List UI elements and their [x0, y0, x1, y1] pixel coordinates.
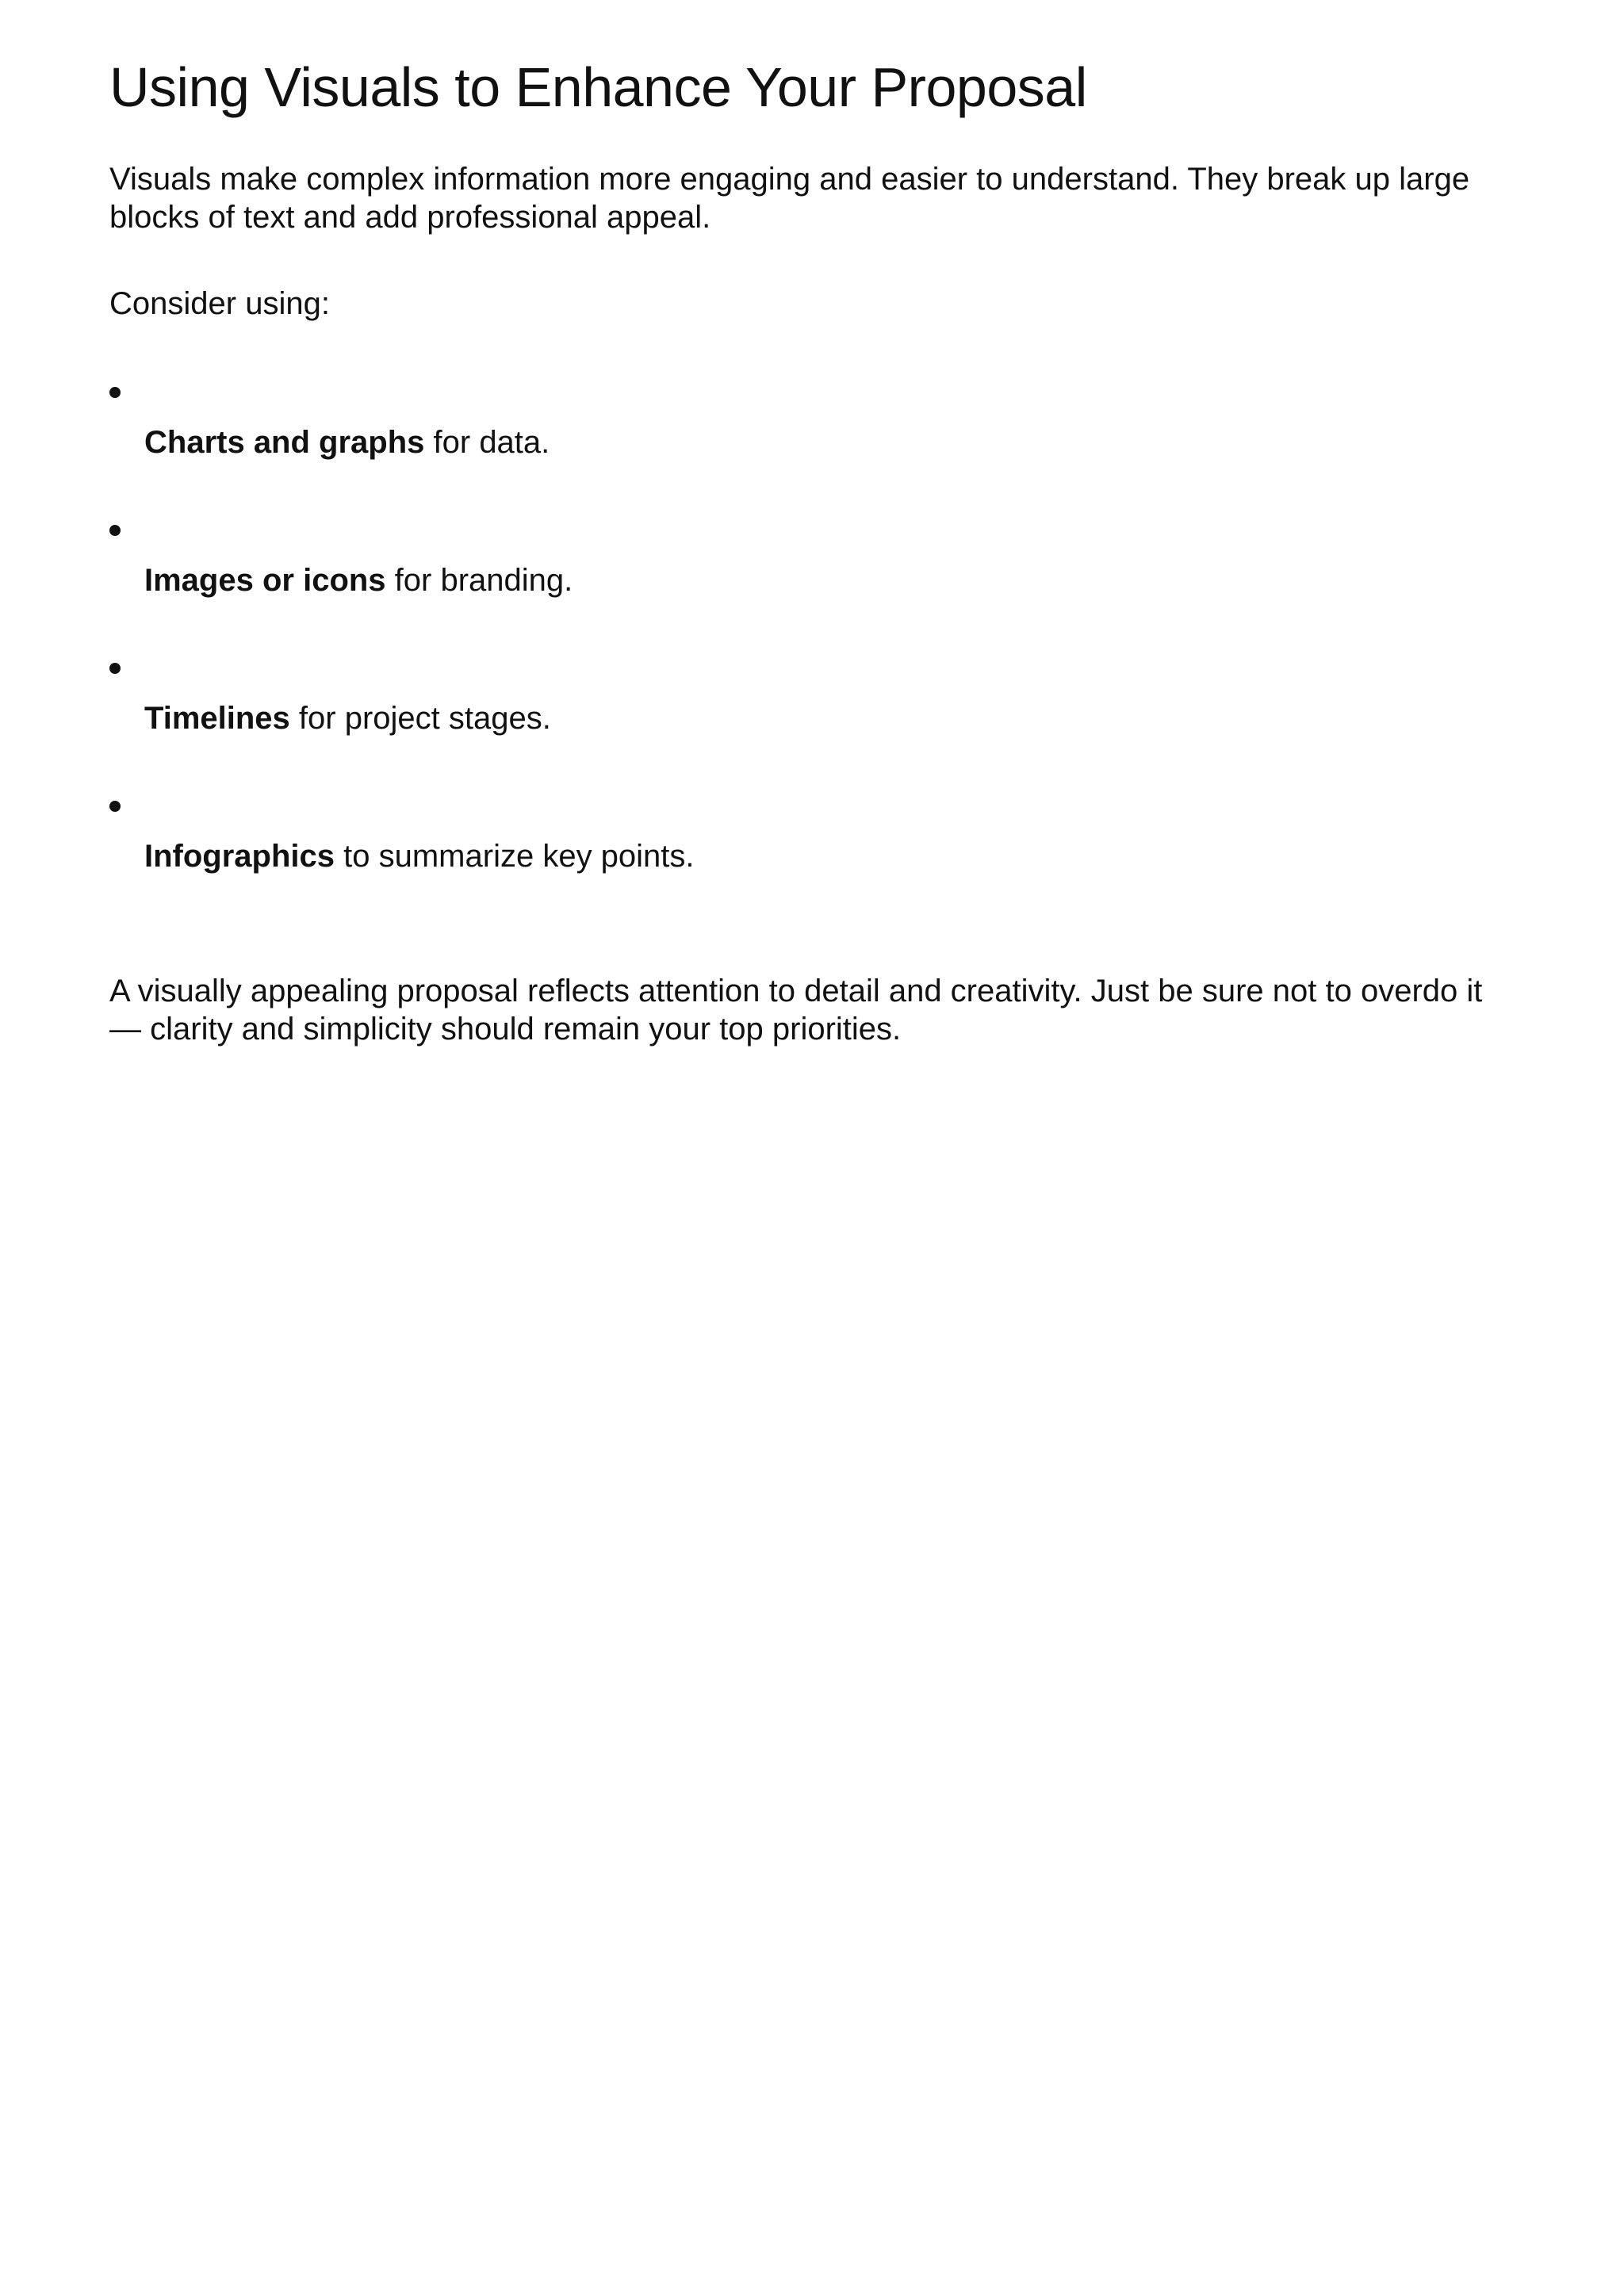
- list-item-text: [144, 561, 573, 599]
- intro-paragraph: Visuals make complex information more engaging and easier to understand. They break up large blocks of text and add professional appeal.: [109, 162, 1470, 235]
- list-item-text: [144, 837, 695, 875]
- list-item-rest: for project stages.: [289, 701, 551, 736]
- list-item-rest: for data.: [424, 425, 550, 460]
- bullet-icon: [109, 525, 121, 536]
- list-item-text: [144, 699, 551, 737]
- list-item-bold: Timelines: [144, 701, 290, 736]
- list-item-bold: Charts and graphs: [144, 425, 425, 460]
- document-page: [109, 49, 1521, 1047]
- list-item-bold: Images or icons: [144, 563, 386, 598]
- bullet-icon: [109, 663, 121, 674]
- closing-paragraph: A visually appealing proposal reflects attention to detail and creativity. Just be sure not to overdo it — clarity and simplicity should remain your top priorities.: [109, 974, 1483, 1047]
- list-item-rest: to summarize key points.: [335, 839, 695, 874]
- consider-label: Consider using:: [109, 286, 330, 321]
- bullet-icon: [109, 801, 121, 812]
- list-item-text: [144, 423, 550, 461]
- bullet-icon: [109, 387, 121, 398]
- list-item-bold: Infographics: [144, 839, 335, 874]
- list-item-rest: for branding.: [385, 563, 573, 598]
- page-title: Using Visuals to Enhance Your Proposal: [109, 56, 1087, 118]
